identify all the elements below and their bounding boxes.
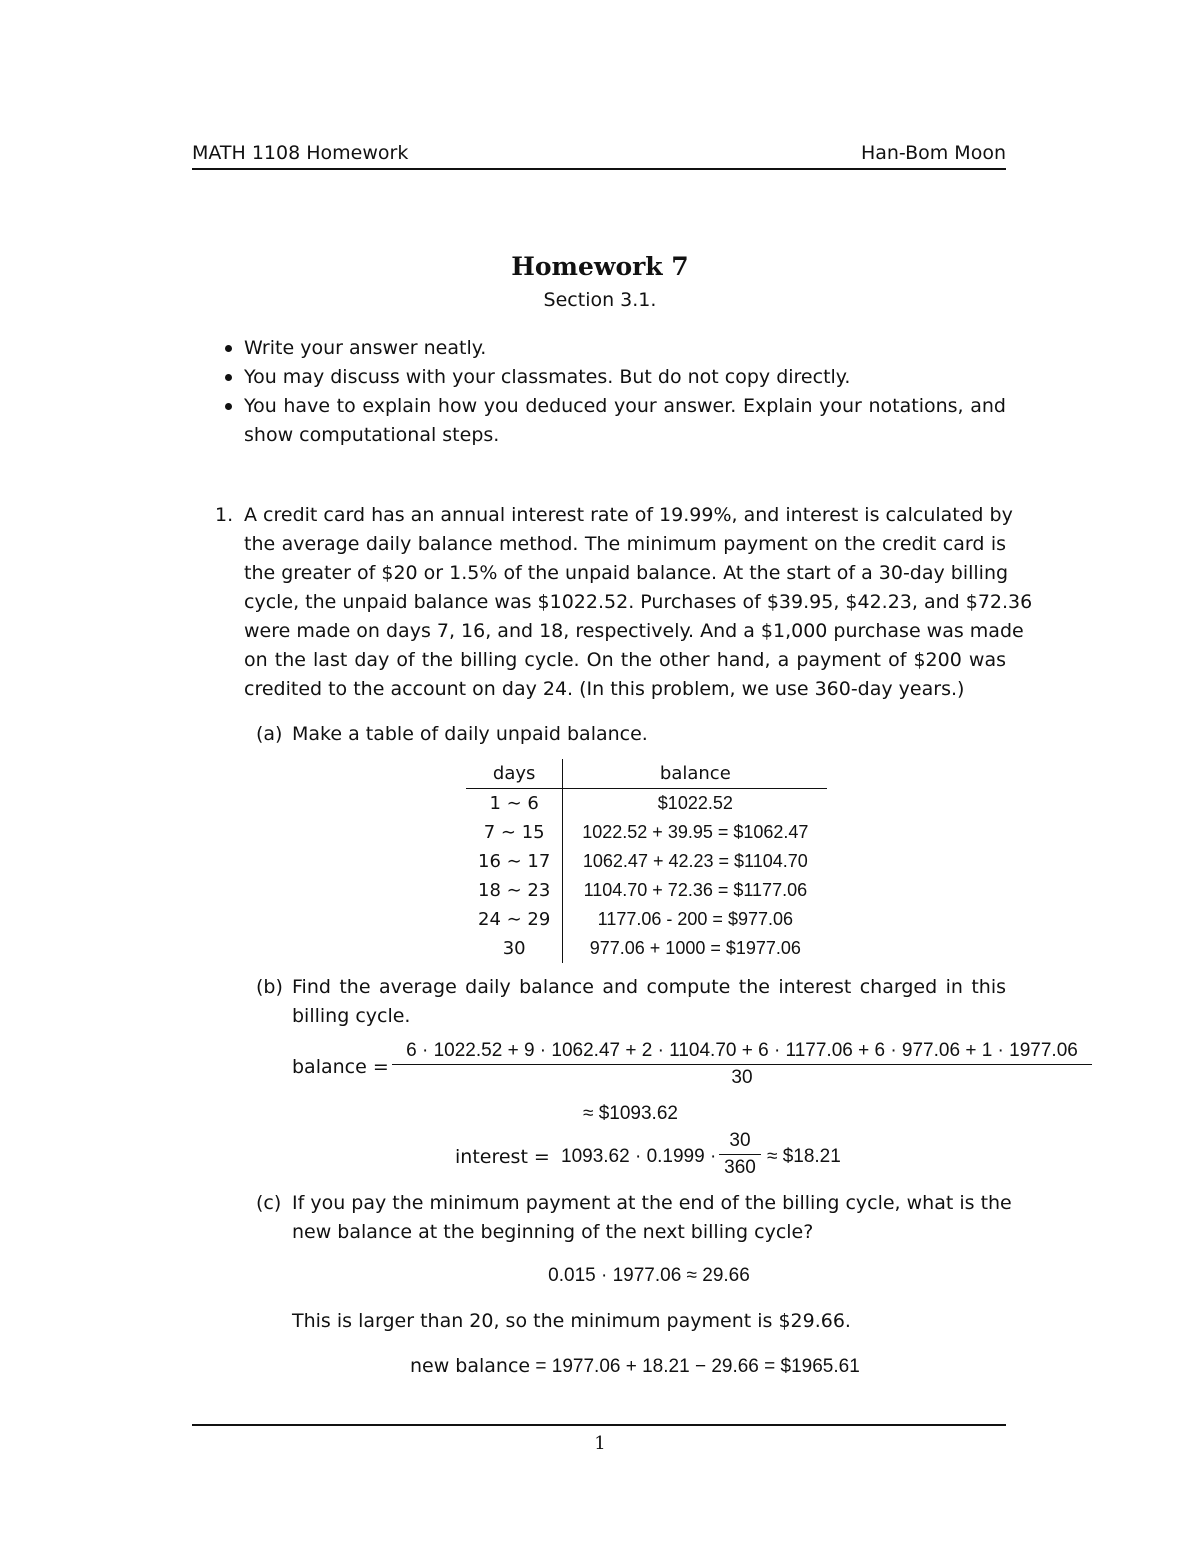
table-row — [466, 876, 827, 905]
part-b-label: (b) — [256, 976, 283, 998]
table-row — [466, 905, 827, 934]
interest-fraction — [719, 1130, 761, 1179]
part-b-text-continued: billing cycle. — [292, 1005, 411, 1027]
part-a-text: Make a table of daily unpaid balance. — [292, 723, 648, 745]
problem-line: cycle, the unpaid balance was $1022.52. Purchases of $39.95, $42.23, and $72.36 — [244, 591, 1033, 613]
problem-line: credited to the account on day 24. (In this problem, we use 360-day years.) — [244, 678, 965, 700]
minimum-payment-statement: This is larger than 20, so the minimum payment is $29.66. — [292, 1310, 851, 1332]
problem-line: the average daily balance method. The minimum payment on the credit card is — [244, 533, 1006, 555]
page-title: Homework 7 — [511, 252, 689, 281]
table-row — [466, 847, 827, 876]
interest-label: interest = — [455, 1146, 550, 1168]
days-cell: 7 ∼ 15 — [466, 818, 563, 847]
footer-rule — [192, 1424, 1006, 1426]
instruction-item: You have to explain how you deduced your answer. Explain your notations, and — [244, 395, 1006, 417]
balance-cell: 1104.70 + 72.36 = $1177.06 — [583, 880, 808, 900]
bullet-icon — [225, 374, 232, 381]
part-c-text: If you pay the minimum payment at the end of the billing cycle, what is the — [292, 1192, 1012, 1214]
days-cell: 24 ∼ 29 — [466, 905, 563, 934]
instruction-item-continued: show computational steps. — [244, 424, 500, 446]
new-balance-expression: = 1977.06 + 18.21 − 29.66 = $1965.61 — [535, 1356, 860, 1377]
balance-cell: 1177.06 - 200 = $977.06 — [597, 909, 794, 929]
balance-fraction — [392, 1040, 1092, 1089]
header-rule — [192, 168, 1006, 170]
interest-fraction-numerator: 30 — [719, 1130, 761, 1155]
balance-denominator: 30 — [731, 1067, 753, 1088]
balance-label: balance = — [292, 1056, 389, 1078]
balance-approx: ≈ $1093.62 — [583, 1103, 678, 1124]
days-cell: 30 — [466, 934, 563, 963]
balance-numerator: 6 · 1022.52 + 9 · 1062.47 + 2 · 1104.70 + 6 · 1177.06 + 6 · 977.06 + 1 · 1977.06 — [392, 1040, 1092, 1065]
problem-line: on the last day of the billing cycle. On the other hand, a payment of $200 was — [244, 649, 1006, 671]
new-balance-label: new balance — [410, 1355, 531, 1377]
balance-table — [466, 759, 827, 963]
problem-number: 1. — [215, 504, 234, 526]
header-author: Han-Bom Moon — [860, 142, 1006, 164]
problem-line: were made on days 7, 16, and 18, respectively. And a $1,000 purchase was made — [244, 620, 1024, 642]
table-row — [466, 934, 827, 963]
interest-result: ≈ $18.21 — [767, 1146, 841, 1167]
table-row — [466, 789, 827, 819]
instruction-item: You may discuss with your classmates. But do not copy directly. — [244, 366, 851, 388]
balance-cell: 1062.47 + 42.23 = $1104.70 — [582, 851, 808, 871]
part-b-text: Find the average daily balance and compute the interest charged in this — [292, 976, 1006, 998]
page-number: 1 — [594, 1433, 606, 1454]
minimum-payment-equation: 0.015 · 1977.06 ≈ 29.66 — [548, 1265, 750, 1286]
days-cell: 18 ∼ 23 — [466, 876, 563, 905]
balance-cell: 1022.52 + 39.95 = $1062.47 — [582, 822, 809, 842]
table-header-row — [466, 759, 827, 789]
new-balance-equation — [410, 1355, 860, 1378]
balance-cell: 977.06 + 1000 = $1977.06 — [589, 938, 801, 958]
part-c-text-continued: new balance at the beginning of the next billing cycle? — [292, 1221, 814, 1243]
interest-expression: 1093.62 · 0.1999 · — [561, 1146, 717, 1167]
problem-line: A credit card has an annual interest rate of 19.99%, and interest is calculated by — [244, 504, 1013, 526]
part-a-label: (a) — [256, 723, 283, 745]
days-cell: 16 ∼ 17 — [466, 847, 563, 876]
part-c-label: (c) — [256, 1192, 282, 1214]
balance-cell: $1022.52 — [657, 793, 733, 813]
section-subtitle: Section 3.1. — [543, 289, 657, 311]
bullet-icon — [225, 403, 232, 410]
header-course: MATH 1108 Homework — [192, 142, 409, 164]
column-header-balance: balance — [563, 759, 828, 789]
instruction-item: Write your answer neatly. — [244, 337, 487, 359]
interest-fraction-denominator: 360 — [724, 1157, 756, 1178]
days-cell: 1 ∼ 6 — [466, 789, 563, 819]
table-row — [466, 818, 827, 847]
column-header-days: days — [466, 759, 563, 789]
problem-line: the greater of $20 or 1.5% of the unpaid balance. At the start of a 30-day billing — [244, 562, 1009, 584]
bullet-icon — [225, 345, 232, 352]
